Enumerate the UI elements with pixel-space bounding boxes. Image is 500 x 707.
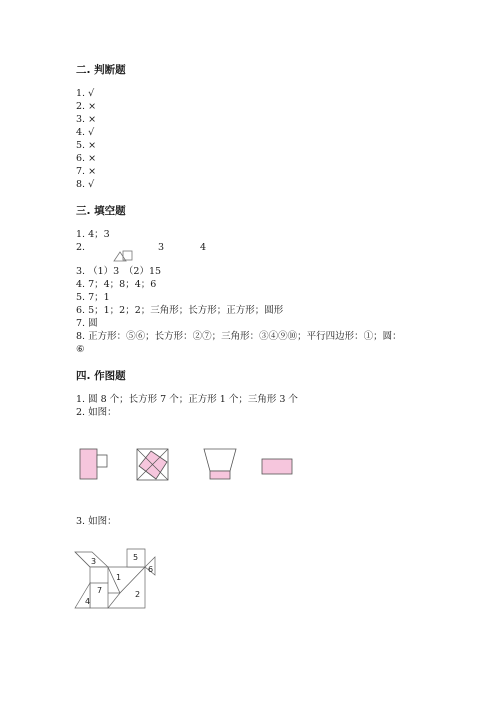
judgement-answer-4: 4. √ [76, 127, 95, 138]
section-title-judgement: 二. 判断题 [76, 64, 126, 76]
tangram-label-5: 5 [133, 553, 139, 562]
judgement-answer-8: 8. √ [76, 179, 95, 190]
fill-answer-8: 8. 正方形：⑤⑥；长方形：②⑦；三角形：③④⑨⑩；平行四边形：①；圆： [76, 331, 402, 342]
fill-answer-6: 6. 5；1；2；2；三角形；长方形；正方形；圆形 [76, 305, 284, 316]
judgement-answer-6: 6. × [76, 153, 97, 164]
fill-answer-3: 3. （1）3 （2）15 [76, 266, 162, 277]
section-title-fill-blank: 三. 填空题 [76, 205, 126, 217]
section-title-drawing: 四. 作图题 [76, 370, 126, 382]
judgement-answer-1: 1. √ [76, 88, 95, 99]
tangram-label-2: 2 [135, 590, 141, 599]
judgement-answer-7: 7. × [76, 166, 97, 177]
fill-answer-2-value-1: 3 [158, 242, 165, 253]
fill-answer-2-value-2: 4 [200, 242, 207, 253]
tangram-label-6: 6 [148, 565, 154, 574]
fill-answer-1: 1. 4；3 [76, 229, 110, 240]
fill-answer-5: 5. 7；1 [76, 292, 110, 303]
tangram-label-1: 1 [116, 573, 122, 582]
drawing-answer-1: 1. 圆 8 个；长方形 7 个；正方形 1 个；三角形 3 个 [76, 394, 298, 405]
drawing-answer-3: 3. 如图： [76, 516, 117, 527]
fill-answer-8-continued: ⑥ [76, 344, 85, 355]
fill-answer-4: 4. 7；4；8；4；6 [76, 279, 157, 290]
tangram-label-4: 4 [85, 597, 91, 606]
judgement-answer-3: 3. × [76, 114, 97, 125]
tangram-label-3: 3 [91, 557, 97, 566]
fill-answer-7: 7. 圆 [76, 318, 98, 329]
tangram-label-7: 7 [97, 586, 103, 595]
fill-answer-2-label: 2. [76, 242, 86, 253]
judgement-answer-5: 5. × [76, 140, 97, 151]
drawing-answer-2: 2. 如图： [76, 407, 117, 418]
judgement-answer-2: 2. × [76, 101, 97, 112]
